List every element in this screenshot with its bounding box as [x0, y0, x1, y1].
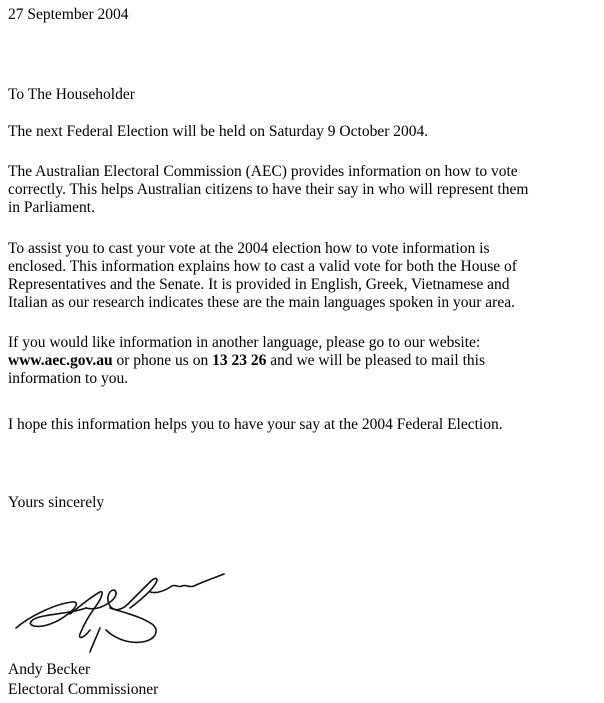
signatory-title: Electoral Commissioner [8, 681, 159, 698]
paragraph-aec-info [8, 163, 598, 217]
paragraph-other-languages [8, 334, 598, 388]
paragraph-line: in Parliament. [8, 199, 95, 216]
paragraph-line: To assist you to cast your vote at the 2004 election how to vote information is [8, 240, 490, 257]
paragraph-line: information to you. [8, 370, 129, 387]
closing-phrase: Yours sincerely [8, 494, 105, 511]
paragraph-line: Italian as our research indicates these are the main languages spoken in your area. [8, 294, 515, 311]
paragraph-election-date: The next Federal Election will be held on Saturday 9 October 2004. [8, 123, 429, 140]
signature-image [10, 568, 240, 658]
salutation: To The Householder [8, 86, 135, 103]
paragraph-line: Representatives and the Senate. It is provided in English, Greek, Vietnamese and [8, 276, 510, 293]
website-link: www.aec.gov.au [8, 352, 113, 369]
paragraph-line: The Australian Electoral Commission (AEC) provides information on how to vote [8, 163, 518, 180]
phone-number: 13 23 26 [212, 352, 267, 369]
signatory-name: Andy Becker [8, 661, 91, 678]
paragraph-line: correctly. This helps Australian citizens to have their say in who will represent them [8, 181, 529, 198]
paragraph-closing-hope: I hope this information helps you to have your say at the 2004 Federal Election. [8, 416, 503, 433]
paragraph-line: enclosed. This information explains how to cast a valid vote for both the House of [8, 258, 517, 275]
paragraph-how-to-vote [8, 240, 598, 312]
text-fragment: or phone us on [112, 352, 213, 369]
text-fragment: and we will be pleased to mail this [266, 352, 486, 369]
paragraph-line: If you would like information in another language, please go to our website: [8, 334, 481, 351]
letter-date: 27 September 2004 [8, 6, 129, 23]
paragraph-line [8, 352, 598, 370]
